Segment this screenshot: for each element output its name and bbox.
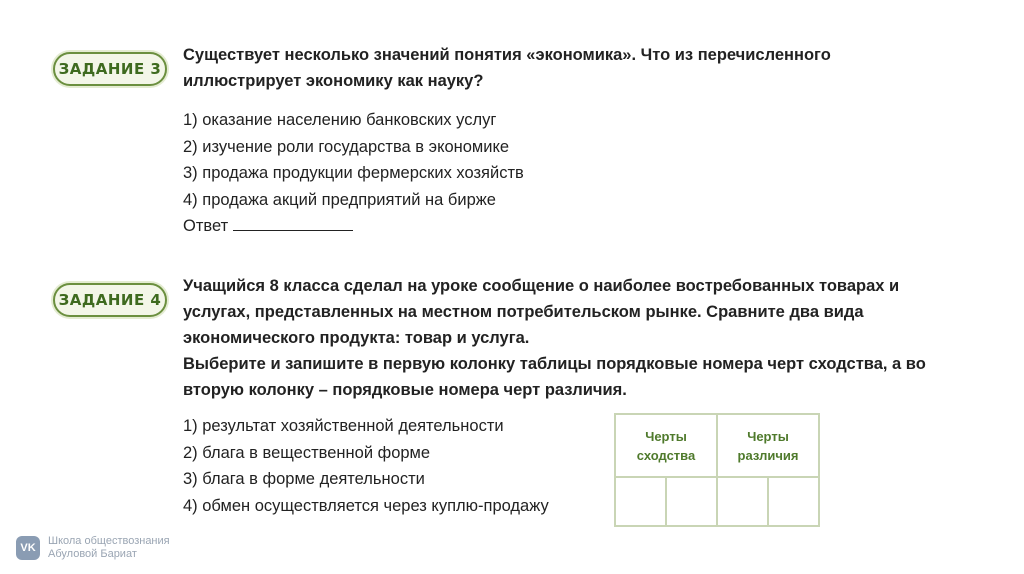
vk-logo-icon: VK xyxy=(16,536,40,560)
task4-option: 1) результат хозяйственной деятельности xyxy=(183,417,504,435)
task4-option: 4) обмен осуществляется через куплю-продажу xyxy=(183,496,549,515)
task4-option: 2) блага в вещественной форме xyxy=(183,443,431,462)
header-text: различия xyxy=(737,447,799,463)
task3-option: 3) продажа продукции фермерских хозяйств xyxy=(183,164,524,182)
task4-question-line: Учащийся 8 класса сделал на уроке сообщение о наиболее востребованных товарах и xyxy=(183,277,900,295)
task3-options xyxy=(183,107,524,240)
header-text: сходства xyxy=(636,447,696,463)
answer-table xyxy=(614,413,820,527)
footer-text xyxy=(48,535,170,561)
footer-watermark xyxy=(16,535,170,561)
task3-question-line: иллюстрирует экономику как науку? xyxy=(183,72,484,90)
task4-question xyxy=(183,273,983,403)
answer-cell[interactable] xyxy=(768,477,819,526)
task3-badge: ЗАДАНИЕ 3 xyxy=(53,52,167,86)
footer-line: Абуловой Бариат xyxy=(48,548,137,560)
task4-option: 3) блага в форме деятельности xyxy=(183,470,425,488)
answer-label: Ответ xyxy=(183,217,229,235)
footer-line: Школа обществознания xyxy=(48,535,170,547)
task3-question xyxy=(183,42,983,94)
task4-options xyxy=(183,413,549,519)
task4-question-line: Выберите и запишите в первую колонку таблицы порядковые номера черт сходства, а во xyxy=(183,355,926,373)
answer-cell[interactable] xyxy=(615,477,666,526)
task3-option: 1) оказание населению банковских услуг xyxy=(183,111,497,129)
header-text: Черты xyxy=(645,428,687,444)
task4-question-line: вторую колонку – порядковые номера черт различия. xyxy=(183,381,627,399)
table-header-row xyxy=(615,414,819,477)
answer-cell[interactable] xyxy=(666,477,717,526)
task4-badge: ЗАДАНИЕ 4 xyxy=(53,283,167,317)
answer-line xyxy=(233,214,353,231)
similarities-header xyxy=(615,414,717,477)
task3-option: 4) продажа акций предприятий на бирже xyxy=(183,190,496,209)
answer-cell[interactable] xyxy=(717,477,768,526)
task3-question-line: Существует несколько значений понятия «экономика». Что из перечисленного xyxy=(183,46,831,64)
header-text: Черты xyxy=(747,428,789,444)
task4-question-line: услугах, представленных на местном потребительском рынке. Сравните два вида xyxy=(183,303,864,321)
differences-header xyxy=(717,414,819,477)
task3-option: 2) изучение роли государства в экономике xyxy=(183,137,510,156)
task4-question-line: экономического продукта: товар и услуга. xyxy=(183,329,530,347)
table-answer-row xyxy=(615,477,819,526)
task3-answer xyxy=(183,213,524,240)
